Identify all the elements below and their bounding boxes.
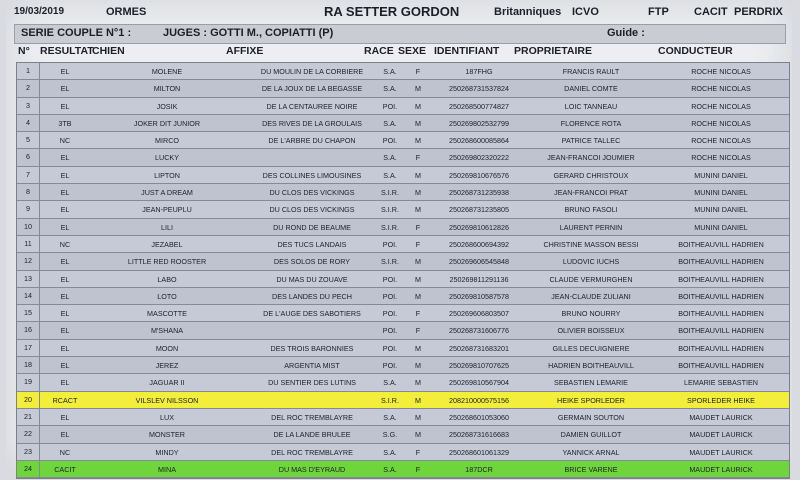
row-affix: DE LA JOUX DE LA BEGASSE: [261, 84, 363, 94]
row-result: 3TB: [58, 118, 72, 128]
row-affix: DES SOLOS DE RORY: [273, 257, 351, 267]
row-race: S.A.: [383, 464, 397, 474]
row-num: 13: [17, 271, 40, 287]
row-handler: ROCHE NICOLAS: [691, 153, 751, 163]
results-sheet: [6, 0, 792, 472]
row-num: 3: [17, 98, 40, 114]
row-dog: JEZABEL: [151, 239, 183, 249]
row-result: EL: [60, 257, 70, 267]
col-header-id: IDENTIFIANT: [434, 45, 500, 57]
row-num: 11: [17, 236, 40, 252]
breed-group: Britanniques: [494, 6, 562, 18]
row-id: 250269810676576: [449, 170, 509, 180]
row-id: 250268601053060: [449, 412, 509, 422]
row-owner: BRUNO NOURRY: [561, 309, 621, 319]
row-owner: GILLES DECUIGNIERE: [552, 343, 630, 353]
row-affix: DE L'ARBRE DU CHAPON: [268, 136, 356, 146]
row-race: S.A.: [383, 67, 397, 76]
row-race: S.A.: [383, 412, 397, 422]
row-id: 250268601061329: [449, 447, 509, 457]
table-row: [17, 409, 789, 426]
row-owner: DANIEL COMTE: [564, 84, 618, 94]
row-id: 250268731616683: [449, 430, 509, 440]
row-num: 2: [17, 80, 40, 96]
row-affix: DES TUCS LANDAIS: [277, 239, 347, 249]
row-sex: F: [415, 447, 421, 457]
row-handler: MUNINI DANIEL: [694, 222, 748, 232]
table-row: [17, 63, 789, 80]
table-row: [17, 426, 789, 443]
row-result: NC: [59, 239, 71, 249]
row-affix: DU MOULIN DE LA CORBIERE: [260, 67, 364, 76]
row-num: 21: [17, 409, 40, 425]
row-affix: DE LA CENTAUREE NOIRE: [266, 101, 358, 111]
row-result: EL: [60, 170, 70, 180]
row-race: S.A.: [383, 153, 397, 163]
row-num: 22: [17, 426, 40, 442]
col-header-num: N°: [18, 45, 30, 57]
table-row: [17, 357, 789, 374]
col-header-race: RACE: [364, 45, 394, 57]
row-sex: M: [415, 430, 421, 440]
row-num: 17: [17, 340, 40, 356]
row-owner: CHRISTINE MASSON BESSI: [543, 239, 639, 249]
col-header-result: RESULTAT: [40, 45, 94, 57]
row-sex: F: [415, 239, 421, 249]
row-handler: MUNINI DANIEL: [694, 188, 748, 198]
row-dog: JEAN-PEUPLU: [142, 205, 192, 215]
row-sex: M: [415, 378, 421, 388]
table-row: [17, 271, 789, 288]
row-id: 250269810567904: [449, 378, 509, 388]
row-race: POI.: [382, 309, 398, 319]
col-header-dog: CHIEN: [92, 45, 125, 57]
table-row: [17, 219, 789, 236]
row-dog: JOKER DIT JUNIOR: [133, 118, 201, 128]
row-num: 23: [17, 444, 40, 460]
row-sex: M: [415, 361, 421, 371]
row-handler: LEMARIE SEBASTIEN: [684, 378, 758, 388]
row-sex: M: [415, 395, 421, 405]
row-dog: MILTON: [153, 84, 181, 94]
row-result: EL: [60, 84, 70, 94]
row-dog: LABO: [157, 274, 177, 284]
row-result: EL: [60, 378, 70, 388]
row-id: 250269810707625: [449, 361, 509, 371]
row-num: 19: [17, 374, 40, 390]
row-race: POI.: [382, 239, 398, 249]
row-num: 18: [17, 357, 40, 373]
row-id: 208210000575156: [449, 395, 509, 405]
row-dog: JUST A DREAM: [141, 188, 193, 198]
row-dog: LUX: [160, 412, 174, 422]
row-id: 250268731235938: [449, 188, 509, 198]
row-dog: MIRCO: [155, 136, 179, 146]
row-owner: SEBASTIEN LEMARIE: [554, 378, 628, 388]
row-handler: ROCHE NICOLAS: [691, 101, 751, 111]
row-owner: JEAN-FRANCOI JOUMIER: [547, 153, 635, 163]
col-header-owner: PROPRIETAIRE: [514, 45, 592, 57]
cacit-label: CACIT: [694, 6, 728, 18]
table-row: [17, 392, 789, 409]
serie-bar: [14, 24, 786, 44]
row-race: POI.: [382, 101, 398, 111]
row-race: POI.: [382, 136, 398, 146]
row-handler: BOITHEAUVILL HADRIEN: [678, 257, 764, 267]
row-race: S.A.: [383, 118, 397, 128]
row-owner: OLIVIER BOISSEUX: [557, 326, 625, 336]
row-id: 250268731235805: [449, 205, 509, 215]
row-affix: DE LA LANDE BRULEE: [273, 430, 351, 440]
col-header-handler: CONDUCTEUR: [658, 45, 733, 57]
table-row: [17, 98, 789, 115]
row-handler: ROCHE NICOLAS: [691, 118, 751, 128]
row-id: 250268731683201: [449, 343, 509, 353]
row-affix: DU SENTIER DES LUTINS: [268, 378, 356, 388]
row-affix: DEL ROC TREMBLAYRE: [271, 412, 353, 422]
judges-label: JUGES : GOTTI M., COPIATTI (P): [163, 27, 334, 39]
table-row: [17, 253, 789, 270]
row-dog: MINDY: [155, 447, 179, 457]
row-result: NC: [59, 136, 71, 146]
row-id: 250268731606776: [449, 326, 509, 336]
row-affix: DU CLOS DES VICKINGS: [269, 188, 355, 198]
row-dog: M'SHANA: [150, 326, 184, 336]
row-result: EL: [60, 274, 70, 284]
row-race: S.I.R.: [381, 395, 399, 405]
row-id: 250269606545848: [449, 257, 509, 267]
row-owner: FRANCIS RAULT: [562, 67, 620, 76]
row-result: CACIT: [54, 464, 76, 474]
row-num: 20: [17, 392, 40, 408]
table-row: [17, 236, 789, 253]
row-num: 7: [17, 167, 40, 183]
row-sex: M: [415, 188, 421, 198]
row-sex: M: [415, 274, 421, 284]
row-result: EL: [60, 326, 70, 336]
row-race: S.A.: [383, 447, 397, 457]
row-dog: MONSTER: [149, 430, 185, 440]
row-handler: ROCHE NICOLAS: [691, 136, 751, 146]
game-label: PERDRIX: [734, 6, 783, 18]
row-race: S.A.: [383, 378, 397, 388]
row-race: S.I.R.: [381, 188, 399, 198]
row-num: 1: [17, 63, 40, 79]
guide-label: Guide :: [607, 27, 645, 39]
row-id: 250268731537824: [449, 84, 509, 94]
table-row: [17, 201, 789, 218]
row-dog: JOSIK: [156, 101, 178, 111]
row-num: 14: [17, 288, 40, 304]
row-affix: DU CLOS DES VICKINGS: [269, 205, 355, 215]
row-id: 250269810587578: [449, 291, 509, 301]
row-id: 250269606803507: [449, 309, 509, 319]
sheet-header: [6, 4, 792, 24]
row-owner: BRUNO FASOLI: [564, 205, 618, 215]
row-sex: F: [415, 67, 421, 76]
row-owner: HEIKE SPORLEDER: [557, 395, 625, 405]
row-dog: LOTO: [157, 291, 177, 301]
row-result: EL: [60, 309, 70, 319]
row-id: 250268600694392: [449, 239, 509, 249]
row-dog: JAGUAR II: [149, 378, 185, 388]
row-owner: GERMAIN SOUTON: [557, 412, 625, 422]
row-id: 250269810612826: [449, 222, 509, 232]
row-result: EL: [60, 153, 70, 163]
row-handler: SPORLEDER HEIKE: [687, 395, 755, 405]
row-owner: CLAUDE VERMURGHEN: [549, 274, 633, 284]
row-race: S.A.: [383, 170, 397, 180]
ftp-label: FTP: [648, 6, 669, 18]
row-affix: DE L'AUGE DES SABOTIERS: [263, 309, 361, 319]
table-row: [17, 149, 789, 166]
row-owner: FLORENCE ROTA: [560, 118, 622, 128]
row-result: EL: [60, 412, 70, 422]
row-affix: DU ROND DE BEAUME: [273, 222, 351, 232]
row-dog: MOON: [155, 343, 179, 353]
row-sex: M: [415, 136, 421, 146]
table-row: [17, 444, 789, 461]
row-handler: BOITHEAUVILL HADRIEN: [678, 274, 764, 284]
row-num: 6: [17, 149, 40, 165]
row-num: 9: [17, 201, 40, 217]
row-sex: M: [415, 412, 421, 422]
row-race: S.I.R.: [381, 205, 399, 215]
row-dog: LITTLE RED ROOSTER: [127, 257, 207, 267]
row-owner: BRICE VARENE: [564, 464, 618, 474]
row-dog: MINA: [158, 464, 176, 474]
row-num: 15: [17, 305, 40, 321]
row-owner: JEAN-FRANCOI PRAT: [554, 188, 628, 198]
row-result: EL: [60, 188, 70, 198]
table-row: [17, 80, 789, 97]
event-date: 19/03/2019: [14, 6, 65, 17]
row-race: S.A.: [383, 84, 397, 94]
row-affix: DES TROIS BARONNIES: [270, 343, 354, 353]
serie-label: SERIE COUPLE N°1 :: [21, 27, 132, 39]
row-num: 16: [17, 322, 40, 338]
row-affix: DES RIVES DE LA GROULAIS: [262, 118, 362, 128]
table-row: [17, 184, 789, 201]
row-sex: M: [415, 343, 421, 353]
row-handler: MAUDET LAURICK: [689, 412, 753, 422]
row-result: RCACT: [52, 395, 78, 405]
row-owner: GERARD CHRISTOUX: [553, 170, 629, 180]
page-title: RA SETTER GORDON: [324, 4, 460, 19]
table-row: [17, 461, 789, 478]
row-num: 10: [17, 219, 40, 235]
row-sex: M: [415, 118, 421, 128]
row-handler: BOITHEAUVILL HADRIEN: [678, 291, 764, 301]
row-race: POI.: [382, 291, 398, 301]
row-handler: MUNINI DANIEL: [694, 205, 748, 215]
row-dog: LIPTON: [154, 170, 180, 180]
row-race: S.I.R.: [381, 257, 399, 267]
row-id: 250269802320222: [449, 153, 509, 163]
row-dog: JEREZ: [155, 361, 179, 371]
row-owner: LUDOVIC IUCHS: [562, 257, 620, 267]
row-sex: F: [415, 222, 421, 232]
row-race: POI.: [382, 343, 398, 353]
row-handler: BOITHEAUVILL HADRIEN: [678, 326, 764, 336]
row-race: S.G.: [382, 430, 398, 440]
row-affix: ARGENTIA MIST: [284, 361, 340, 371]
row-result: EL: [60, 343, 70, 353]
row-dog: MASCOTTE: [147, 309, 187, 319]
row-dog: VILSLEV NILSSON: [135, 395, 199, 405]
row-sex: M: [415, 101, 421, 111]
row-dog: LILI: [161, 222, 173, 232]
row-num: 12: [17, 253, 40, 269]
row-affix: DES LANDES DU PECH: [272, 291, 352, 301]
row-owner: YANNICK ARNAL: [562, 447, 620, 457]
row-handler: BOITHEAUVILL HADRIEN: [678, 343, 764, 353]
row-handler: MUNINI DANIEL: [694, 170, 748, 180]
row-owner: DAMIEN GUILLOT: [560, 430, 622, 440]
row-affix: DES COLLINES LIMOUSINES: [262, 170, 362, 180]
table-row: [17, 305, 789, 322]
results-table: [16, 62, 790, 479]
table-row: [17, 288, 789, 305]
row-result: EL: [60, 291, 70, 301]
row-handler: MAUDET LAURICK: [689, 464, 753, 474]
row-result: NC: [59, 447, 71, 457]
row-owner: LOIC TANNEAU: [564, 101, 618, 111]
column-headers: [14, 44, 784, 60]
row-result: EL: [60, 205, 70, 215]
row-result: EL: [60, 430, 70, 440]
event-venue: ORMES: [106, 6, 147, 18]
row-id: 250268500774827: [449, 101, 509, 111]
col-header-sex: SEXE: [398, 45, 427, 57]
row-sex: F: [415, 326, 421, 336]
row-handler: ROCHE NICOLAS: [691, 67, 751, 76]
row-owner: JEAN-CLAUDE ZULIANI: [551, 291, 631, 301]
col-header-affix: AFFIXE: [226, 45, 264, 57]
row-race: S.I.R.: [381, 222, 399, 232]
table-row: [17, 115, 789, 132]
row-sex: F: [415, 309, 421, 319]
row-id: 250268600085864: [449, 136, 509, 146]
row-affix: DU MAS DU ZOUAVE: [276, 274, 348, 284]
table-row: [17, 132, 789, 149]
row-owner: LAURENT PERNIN: [559, 222, 623, 232]
row-num: 8: [17, 184, 40, 200]
row-dog: LUCKY: [155, 153, 179, 163]
row-result: EL: [60, 101, 70, 111]
row-sex: M: [415, 257, 421, 267]
row-num: 5: [17, 132, 40, 148]
row-dog: MOLENE: [151, 67, 183, 76]
row-result: EL: [60, 222, 70, 232]
row-race: POI.: [382, 326, 398, 336]
icvo-label: ICVO: [572, 6, 599, 18]
table-row: [17, 167, 789, 184]
row-id: 250269811291136: [449, 274, 509, 284]
row-handler: MAUDET LAURICK: [689, 430, 753, 440]
row-handler: BOITHEAUVILL HADRIEN: [678, 309, 764, 319]
row-sex: F: [415, 464, 421, 474]
row-handler: BOITHEAUVILL HADRIEN: [678, 239, 764, 249]
row-sex: M: [415, 205, 421, 215]
row-result: EL: [60, 67, 70, 76]
row-num: 4: [17, 115, 40, 131]
row-affix: DU MAS D'EYRAUD: [278, 464, 346, 474]
row-handler: MAUDET LAURICK: [689, 447, 753, 457]
row-race: POI.: [382, 274, 398, 284]
row-sex: M: [415, 291, 421, 301]
row-sex: M: [415, 84, 421, 94]
table-row: [17, 322, 789, 339]
row-sex: F: [415, 153, 421, 163]
row-sex: M: [415, 170, 421, 180]
row-owner: PATRICE TALLEC: [561, 136, 621, 146]
row-race: POI.: [382, 361, 398, 371]
row-affix: DEL ROC TREMBLAYRE: [271, 447, 353, 457]
row-num: 24: [17, 461, 40, 477]
row-result: EL: [60, 361, 70, 371]
row-handler: ROCHE NICOLAS: [691, 84, 751, 94]
row-owner: HADRIEN BOITHEAUVILL: [548, 361, 634, 371]
table-row: [17, 374, 789, 391]
row-id: 187FHG: [465, 67, 493, 76]
row-id: 187DCR: [465, 464, 493, 474]
row-id: 250269802532799: [449, 118, 509, 128]
row-handler: BOITHEAUVILL HADRIEN: [678, 361, 764, 371]
table-row: [17, 340, 789, 357]
